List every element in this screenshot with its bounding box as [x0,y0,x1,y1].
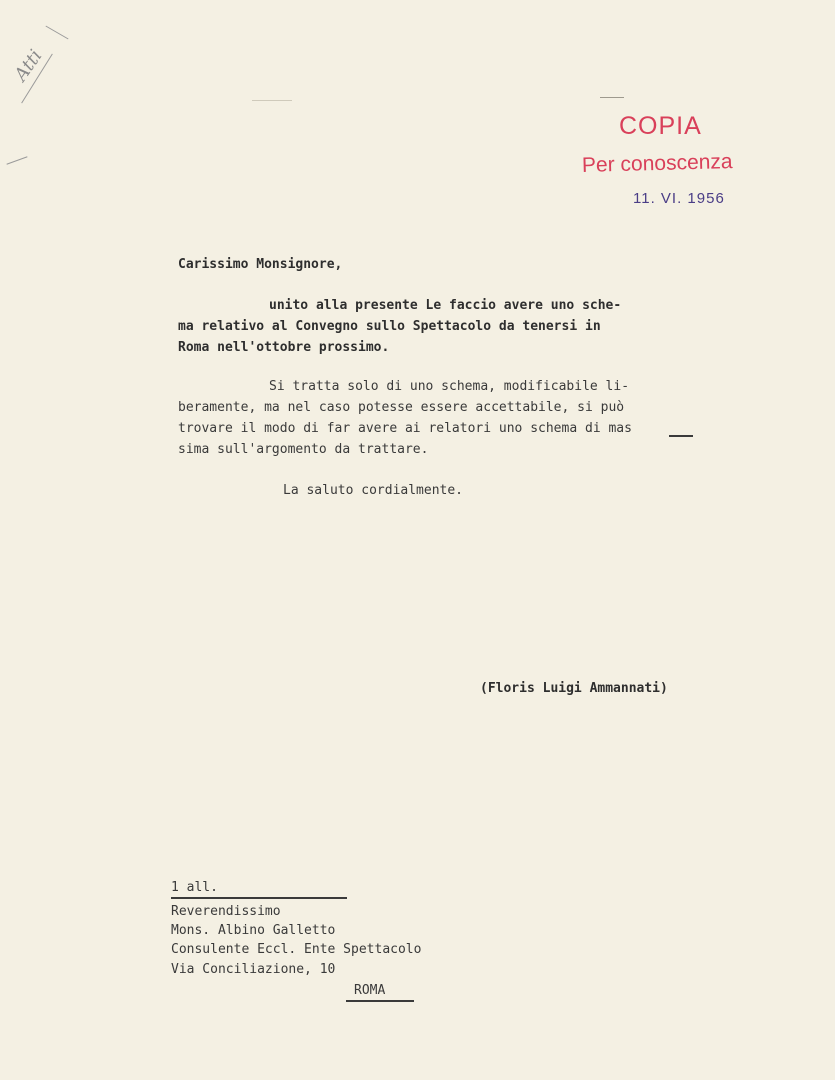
paragraph-1-line: unito alla presente Le faccio avere uno sche- [269,298,622,313]
underline-mark [669,435,693,437]
stamp-copia: COPIA [619,112,702,140]
stamp-per-conoscenza: Per conoscenza [581,150,733,177]
handwritten-annotation: Atti [10,45,47,86]
address-city: ROMA [354,983,386,998]
paragraph-1-line: ma relativo al Convegno sullo Spettacolo da tenersi in [178,319,601,334]
paragraph-1-line: Roma nell'ottobre prossimo. [178,340,390,355]
faint-mark [600,97,624,98]
salutation: Carissimo Monsignore, [178,257,343,272]
enclosure-note: 1 all. [171,880,218,895]
address-line: Consulente Eccl. Ente Spettacolo [171,942,422,957]
enclosure-underline [171,897,347,899]
address-line: Reverendissimo [171,904,281,919]
address-line: Mons. Albino Galletto [171,923,336,938]
pencil-mark [45,26,68,40]
faint-mark [252,100,292,101]
stamp-date: 11. VI. 1956 [633,190,725,207]
paragraph-2-line: beramente, ma nel caso potesse essere accettabile, si può [178,400,625,415]
signature: (Floris Luigi Ammannati) [480,681,668,696]
address-line: Via Conciliazione, 10 [171,962,336,977]
closing: La saluto cordialmente. [283,483,464,498]
paragraph-2-line: sima sull'argomento da trattare. [178,442,429,457]
paragraph-2-line: trovare il modo di far avere ai relatori uno schema di mas [178,421,632,436]
city-underline [346,1000,414,1002]
paragraph-2-line: Si tratta solo di uno schema, modificabile li- [269,379,630,394]
pencil-mark [6,156,27,164]
